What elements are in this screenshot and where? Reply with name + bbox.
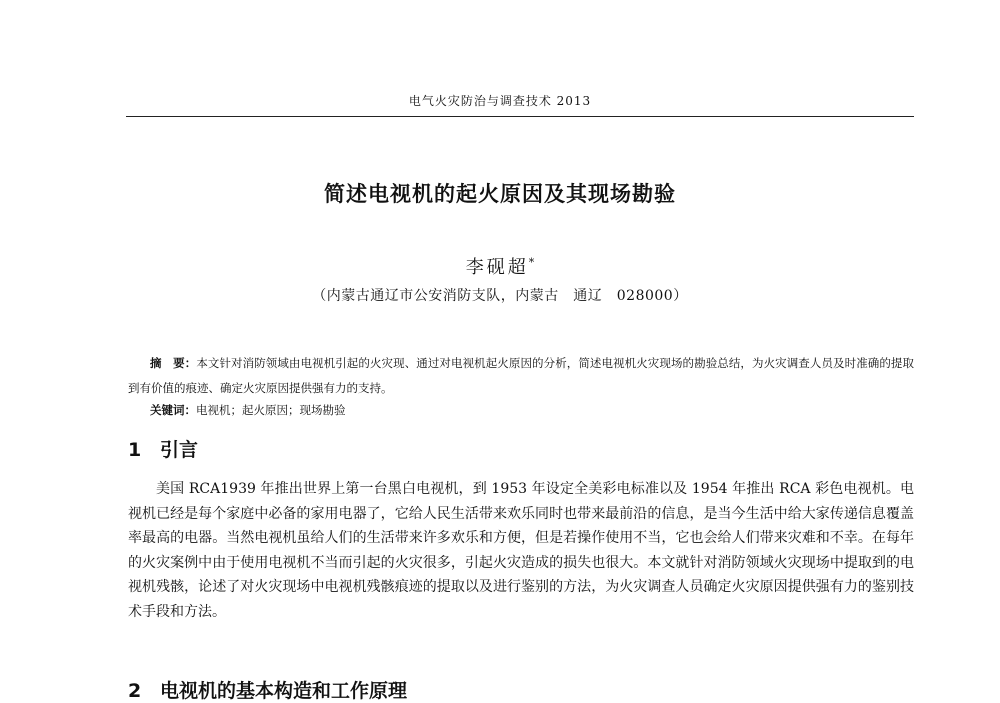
section-heading-1 xyxy=(128,435,198,462)
section-title: 电视机的基本构造和工作原理 xyxy=(160,680,408,702)
section-number: 1 xyxy=(128,439,142,461)
section-title: 引言 xyxy=(160,439,199,461)
header-rule xyxy=(126,116,914,117)
abstract-text: 本文针对消防领域由电视机引起的火灾现、通过对电视机起火原因的分析，简述电视机火灾现场的勘验总结，为火灾调查人员及时准确的提取到有价值的痕迹、确定火灾原因提供强有力的支持。 xyxy=(128,356,914,395)
running-header: 电气火灾防治与调查技术 2013 xyxy=(408,94,592,108)
abstract xyxy=(128,351,914,401)
abstract-label: 摘 要： xyxy=(150,356,197,370)
affiliation: （内蒙古通辽市公安消防支队，内蒙古 通辽 028000） xyxy=(312,288,688,304)
section-number: 2 xyxy=(128,680,142,702)
paper-title: 简述电视机的起火原因及其现场勘验 xyxy=(324,182,676,206)
intro-paragraph: 美国 RCA1939 年推出世界上第一台黑白电视机，到 1953 年设定全美彩电标准以及 1954 年推出 RCA 彩色电视机。电视机已经是每个家庭中必备的家用电器了，它给人民生活带来欢乐同时也带来最前沿的信息，是当今生活中给大家传递信息覆盖率最高的电器。当然电视机虽给人们的生活带来许多欢乐和方便，但是若操作使用不当，它也会给人们带来灾难和不幸。在每年的火灾案例中由于使用电视机不当而引起的火灾很多，引起火灾造成的损失也很大。本文就针对消防领域火灾现场中提取到的电视机残骸，论述了对火灾现场中电视机残骸痕迹的提取以及进行鉴别的方法，为火灾调查人员确定火灾原因提供强有力的鉴别技术手段和方法。 xyxy=(128,481,914,620)
author-footnote-mark: * xyxy=(528,256,535,269)
author-name: 李砚超 xyxy=(465,257,529,278)
keywords-label: 关键词： xyxy=(150,403,196,417)
author-line xyxy=(0,253,1000,279)
keywords xyxy=(150,400,910,420)
keywords-text: 电视机；起火原因；现场勘验 xyxy=(196,403,346,417)
